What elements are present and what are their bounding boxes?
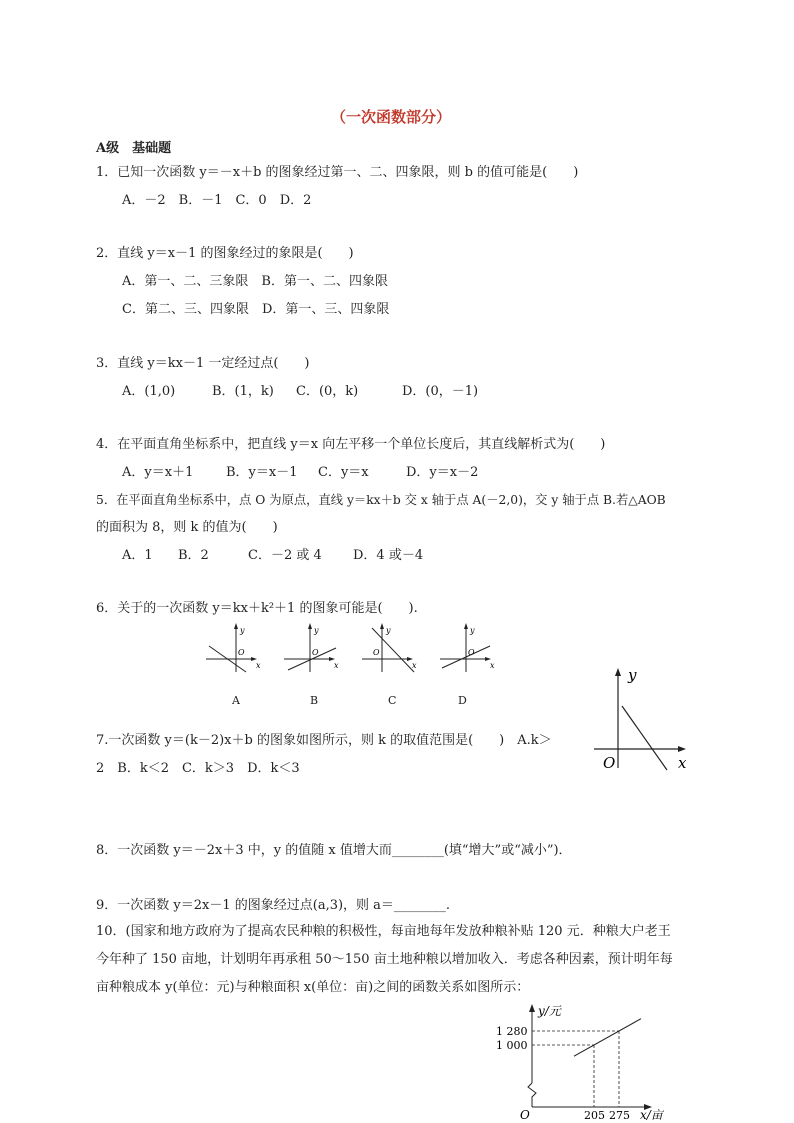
q10-series-line: [574, 1019, 641, 1057]
q9-stem: 9．一次函数 y＝2x－1 的图象经过点(a,3)，则 a＝________.: [96, 898, 451, 913]
q10-y-axis-break: [528, 1083, 536, 1107]
q3-option-b: B．(1，k): [212, 384, 274, 399]
q7-line: [622, 706, 667, 770]
q10-x-tick-205: 205: [584, 1109, 605, 1122]
q6-graph-b-y-label: y: [314, 626, 319, 635]
q7-graph: [594, 658, 704, 778]
q5-option-a: A．1: [122, 548, 153, 563]
q3-option-c: C．(0，k): [296, 384, 359, 399]
q4-option-c: C．y＝x: [318, 465, 369, 480]
q6-graph-a-origin: O: [238, 648, 245, 657]
q10-stem-1: 10．(国家和地方政府为了提高农民种粮的积极性，每亩地每年发放种粮补贴 120 元．种粮大户老王: [96, 924, 671, 939]
q6-graph-d-x-label: x: [490, 661, 495, 670]
q6-graph-a-x-label: x: [256, 661, 261, 670]
q6-label-c: C: [388, 694, 397, 707]
q8-stem: 8．一次函数 y＝－2x＋3 中，y 的值随 x 值增大而________(填“增大”或“减小”)．: [96, 843, 572, 858]
q6-graph-a: [206, 622, 266, 672]
q4-option-b: B．y＝x－1: [226, 465, 298, 480]
q5-option-c: C．－2 或 4: [248, 548, 322, 563]
q10-stem-3: 亩种粮成本 y(单位：元)与种粮面积 x(单位：亩)之间的函数关系如图所示：: [96, 980, 530, 995]
q4-option-d: D．y＝x－2: [406, 465, 479, 480]
q5-stem-1: 5．在平面直角坐标系中，点 O 为原点，直线 y＝kx＋b 交 x 轴于点 A(－2,0)，交 y 轴于点 B.若△AOB: [96, 493, 666, 507]
q6-graph-d: [440, 622, 500, 672]
q6-graph-c: [362, 622, 422, 672]
q10-y-tick-1280: 1 280: [496, 1025, 528, 1038]
q7-y-label: y: [628, 666, 637, 684]
q6-graph-b: [284, 622, 344, 672]
section-heading: A级 基础题: [96, 141, 172, 156]
q6-graph-a-y-label: y: [240, 626, 245, 635]
q6-graph-b-x-label: x: [334, 661, 339, 670]
q10-origin: O: [520, 1108, 530, 1122]
q7-x-label: x: [678, 754, 687, 772]
q7-origin: O: [603, 754, 616, 772]
q10-graph: [494, 1003, 704, 1123]
q6-label-a: A: [232, 694, 240, 707]
q4-stem: 4．在平面直角坐标系中，把直线 y＝x 向左平移一个单位长度后，其直线解析式为( ): [96, 437, 606, 452]
page-title: （一次函数部分）: [331, 108, 452, 126]
q1-stem: 1．已知一次函数 y＝－x＋b 的图象经过第一、二、四象限，则 b 的值可能是( ): [96, 165, 579, 180]
q6-graph-c-x-label: x: [412, 661, 417, 670]
q3-option-a: A．(1,0): [122, 384, 176, 399]
q2-stem: 2．直线 y＝x－1 的图象经过的象限是( ): [96, 246, 354, 261]
q4-option-a: A．y＝x＋1: [122, 465, 194, 480]
q3-option-d: D．(0，－1): [402, 384, 479, 399]
q5-option-d: D．4 或－4: [353, 548, 424, 563]
q6-graph-c-y-label: y: [386, 626, 391, 635]
q10-y-tick-1000: 1 000: [496, 1039, 528, 1052]
q10-stem-2: 今年种了 150 亩地，计划明年再承租 50～150 亩土地种粮以增加收入．考虑各种因素，预计明年每: [96, 952, 673, 967]
q1-options: A．－2 B．－1 C．0 D．2: [122, 193, 312, 208]
q7-stem-1: 7.一次函数 y＝(k－2)x＋b 的图象如图所示，则 k 的取值范围是( ) A.k＞: [96, 733, 552, 748]
q3-stem: 3．直线 y＝kx－1 一定经过点( ): [96, 356, 310, 371]
q5-option-b: B．2: [178, 548, 209, 563]
q6-graph-b-origin: O: [312, 648, 319, 657]
q6-graph-d-y-label: y: [470, 626, 475, 635]
q6-graph-d-origin: O: [468, 648, 475, 657]
q6-label-b: B: [310, 694, 319, 707]
q7-stem-2: 2 B．k＜2 C．k＞3 D．k＜3: [96, 761, 300, 776]
q6-stem: 6．关于的一次函数 y＝kx＋k²＋1 的图象可能是( ).: [96, 601, 418, 616]
q10-y-label: y/元: [538, 1004, 561, 1018]
q10-x-label: x/亩: [640, 1108, 663, 1122]
q10-x-tick-275: 275: [609, 1109, 630, 1122]
q6-graph-c-origin: O: [373, 648, 380, 657]
q5-stem-2: 的面积为 8，则 k 的值为( ): [96, 520, 278, 535]
q6-label-d: D: [458, 694, 467, 707]
q2-options-2: C．第二、三、四象限 D．第一、三、四象限: [122, 302, 390, 317]
q2-options-1: A．第一、二、三象限 B．第一、二、四象限: [122, 274, 388, 289]
